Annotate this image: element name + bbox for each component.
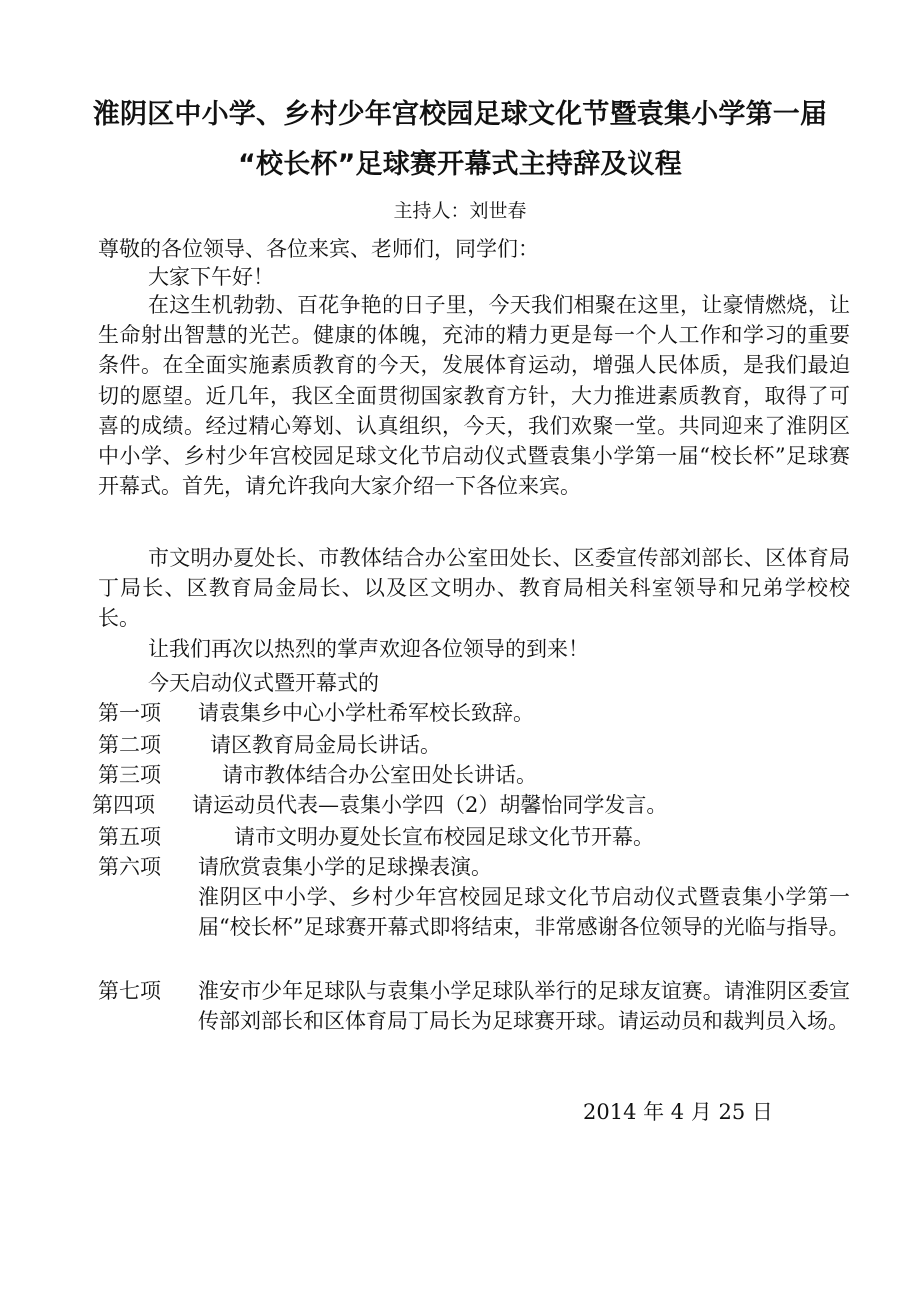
guests-paragraph: 市文明办夏处长、市教体结合办公室田处长、区委宣传部刘部长、区体育局丁局长、区教育局金局长、以及区文明办、教育局相关科室领导和兄弟学校校长。: [98, 546, 850, 631]
salutation: 尊敬的各位领导、各位来宾、老师们，同学们：: [98, 237, 539, 261]
document-title-line1: 淮阴区中小学、乡村少年宫校园足球文化节暨袁集小学第一届: [92, 99, 828, 130]
agenda-item-5-text: 请市文明办夏处长宣布校园足球文化节开幕。: [234, 825, 654, 849]
agenda-item-7-text: 淮安市少年足球队与袁集小学足球队举行的足球友谊赛。请淮阴区委宣传部刘部长和区体育局丁局长为足球赛开球。请运动员和裁判员入场。: [198, 979, 850, 1034]
agenda-item-4-text: 请运动员代表—袁集小学四（2）胡馨怡同学发言。: [192, 793, 668, 817]
document-date: 2014 年 4 月 25 日: [583, 1100, 773, 1124]
welcome-line: 让我们再次以热烈的掌声欢迎各位领导的到来！: [148, 637, 589, 661]
greeting: 大家下午好！: [148, 265, 274, 289]
agenda-item-5-label: 第五项: [98, 825, 161, 849]
agenda-item-3-label: 第三项: [98, 763, 161, 787]
opening-paragraph: 在这生机勃勃、百花争艳的日子里，今天我们相聚在这里，让豪情燃烧，让生命射出智慧的光芒。健康的体魄，充沛的精力更是每一个人工作和学习的重要条件。在全面实施素质教育的今天，发展体育运动，增强人民体质，是我们最迫切的愿望。近几年，我区全面贯彻国家教育方针，大力推进素质教育，取得了可喜的成绩。经过精心筹划、认真组织，今天，我们欢聚一堂。共同迎来了淮阴区中小学、乡村少年宫校园足球文化节启动仪式暨袁集小学第一届“校长杯”足球赛开幕式。首先，请允许我向大家介绍一下各位来宾。: [98, 293, 850, 499]
agenda-item-1-text: 请袁集乡中心小学杜希军校长致辞。: [198, 701, 534, 725]
agenda-item-2-text: 请区教育局金局长讲话。: [210, 733, 441, 757]
agenda-item-6-text: 请欣赏袁集小学的足球操表演。: [198, 855, 492, 879]
agenda-item-2-label: 第二项: [98, 733, 161, 757]
agenda-item-3-text: 请市教体结合办公室田处长讲话。: [222, 763, 537, 787]
closing-note: 淮阴区中小学、乡村少年宫校园足球文化节启动仪式暨袁集小学第一届“校长杯”足球赛开幕式即将结束，非常感谢各位领导的光临与指导。: [198, 885, 850, 940]
agenda-item-4-label: 第四项: [92, 793, 155, 817]
agenda-item-7-label: 第七项: [98, 979, 161, 1003]
host-name: 主持人：刘世春: [393, 200, 527, 222]
agenda-intro: 今天启动仪式暨开幕式的: [148, 671, 379, 695]
agenda-item-6-label: 第六项: [98, 855, 161, 879]
agenda-item-1-label: 第一项: [98, 701, 161, 725]
document-title-line2: “校长杯”足球赛开幕式主持辞及议程: [238, 149, 682, 180]
